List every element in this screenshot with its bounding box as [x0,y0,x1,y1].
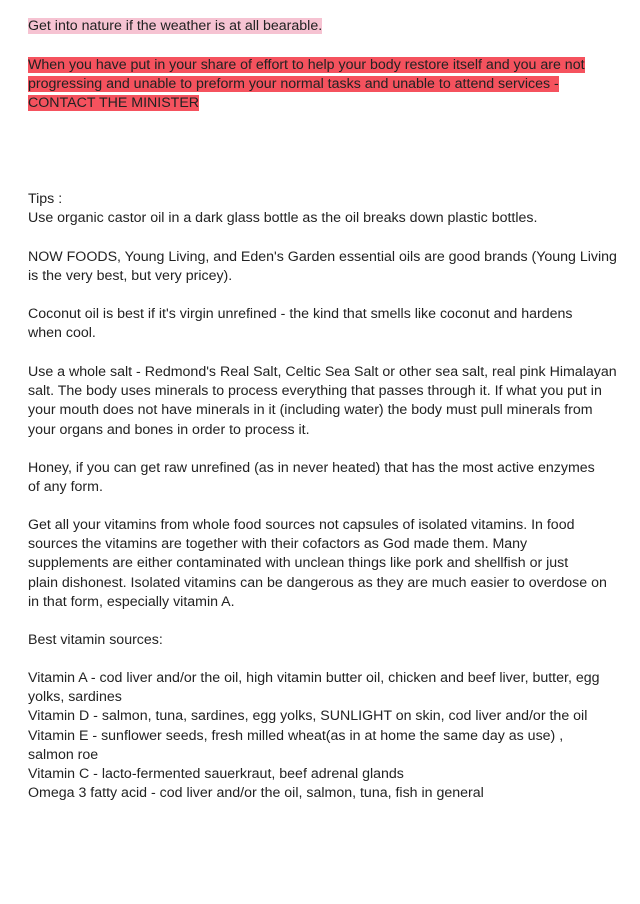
paragraph-line: Honey, if you can get raw unrefined (as in never heated) that has the most active enzymes [28,460,595,476]
contact-line: CONTACT THE MINISTER [28,95,200,112]
paragraph-line: plain dishonest. Isolated vitamins can be dangerous as they are much easier to overdose on [28,574,607,591]
vitamin-source-line: Vitamin D - salmon, tuna, sardines, egg yolks, SUNLIGHT on skin, cod liver and/or the oil [28,708,588,725]
paragraph-line: of any form. [28,479,103,496]
paragraph-line: your mouth does not have minerals in it (including water) the body must pull minerals from [28,402,593,419]
vitamin-source-line: yolks, sardines [28,689,122,706]
nature-paragraph [28,17,322,36]
paragraph-line: Use a whole salt - Redmond's Real Salt, Celtic Sea Salt or other sea salt, real pink Himalayan [28,364,617,380]
contact-line: When you have put in your share of effort to help your body restore itself and you are not [28,57,585,73]
vitamin-source-line: Vitamin C - lacto-fermented sauerkraut, beef adrenal glands [28,766,404,783]
tip-salt [28,363,617,440]
tips-section [28,190,537,228]
paragraph-line: Coconut oil is best if it's virgin unrefined - the kind that smells like coconut and hardens [28,306,573,322]
contact-paragraph [28,56,585,114]
paragraph-line: in that form, especially vitamin A. [28,593,235,610]
tip-castor-oil: Use organic castor oil in a dark glass bottle as the oil breaks down plastic bottles. [28,210,538,227]
paragraph-line: your organs and bones in order to process it. [28,421,310,438]
vitamin-source-line: Vitamin A - cod liver and/or the oil, high vitamin butter oil, chicken and beef liver, butter, egg [28,670,600,686]
paragraph-line: is the very best, but very pricey). [28,268,233,285]
tip-vitamins [28,516,607,612]
tip-honey [28,459,595,497]
best-sources-heading-block [28,631,163,650]
contact-line: progressing and unable to preform your normal tasks and unable to attend services - [28,76,559,93]
paragraph-line: Get all your vitamins from whole food sources not capsules of isolated vitamins. In food [28,517,575,533]
tips-heading: Tips : [28,191,63,207]
paragraph-line: sources the vitamins are together with their cofactors as God made them. Many [28,536,528,553]
tip-essential-oils [28,248,617,286]
paragraph-line: when cool. [28,325,96,342]
paragraph-line: NOW FOODS, Young Living, and Eden's Garden essential oils are good brands (Young Living [28,249,617,265]
vitamin-sources-list [28,669,600,803]
paragraph-line: salt. The body uses minerals to process everything that passes through it. If what you put in [28,383,602,400]
vitamin-source-line: salmon roe [28,746,99,763]
nature-line: Get into nature if the weather is at all bearable. [28,18,323,34]
vitamin-source-line: Vitamin E - sunflower seeds, fresh milled wheat(as in at home the same day as use) , [28,727,564,744]
vitamin-source-line: Omega 3 fatty acid - cod liver and/or the oil, salmon, tuna, fish in general [28,785,484,802]
best-sources-heading: Best vitamin sources: [28,632,163,648]
tip-coconut-oil [28,305,572,343]
paragraph-line: supplements are either contaminated with unclean things like pork and shellfish or just [28,555,569,572]
